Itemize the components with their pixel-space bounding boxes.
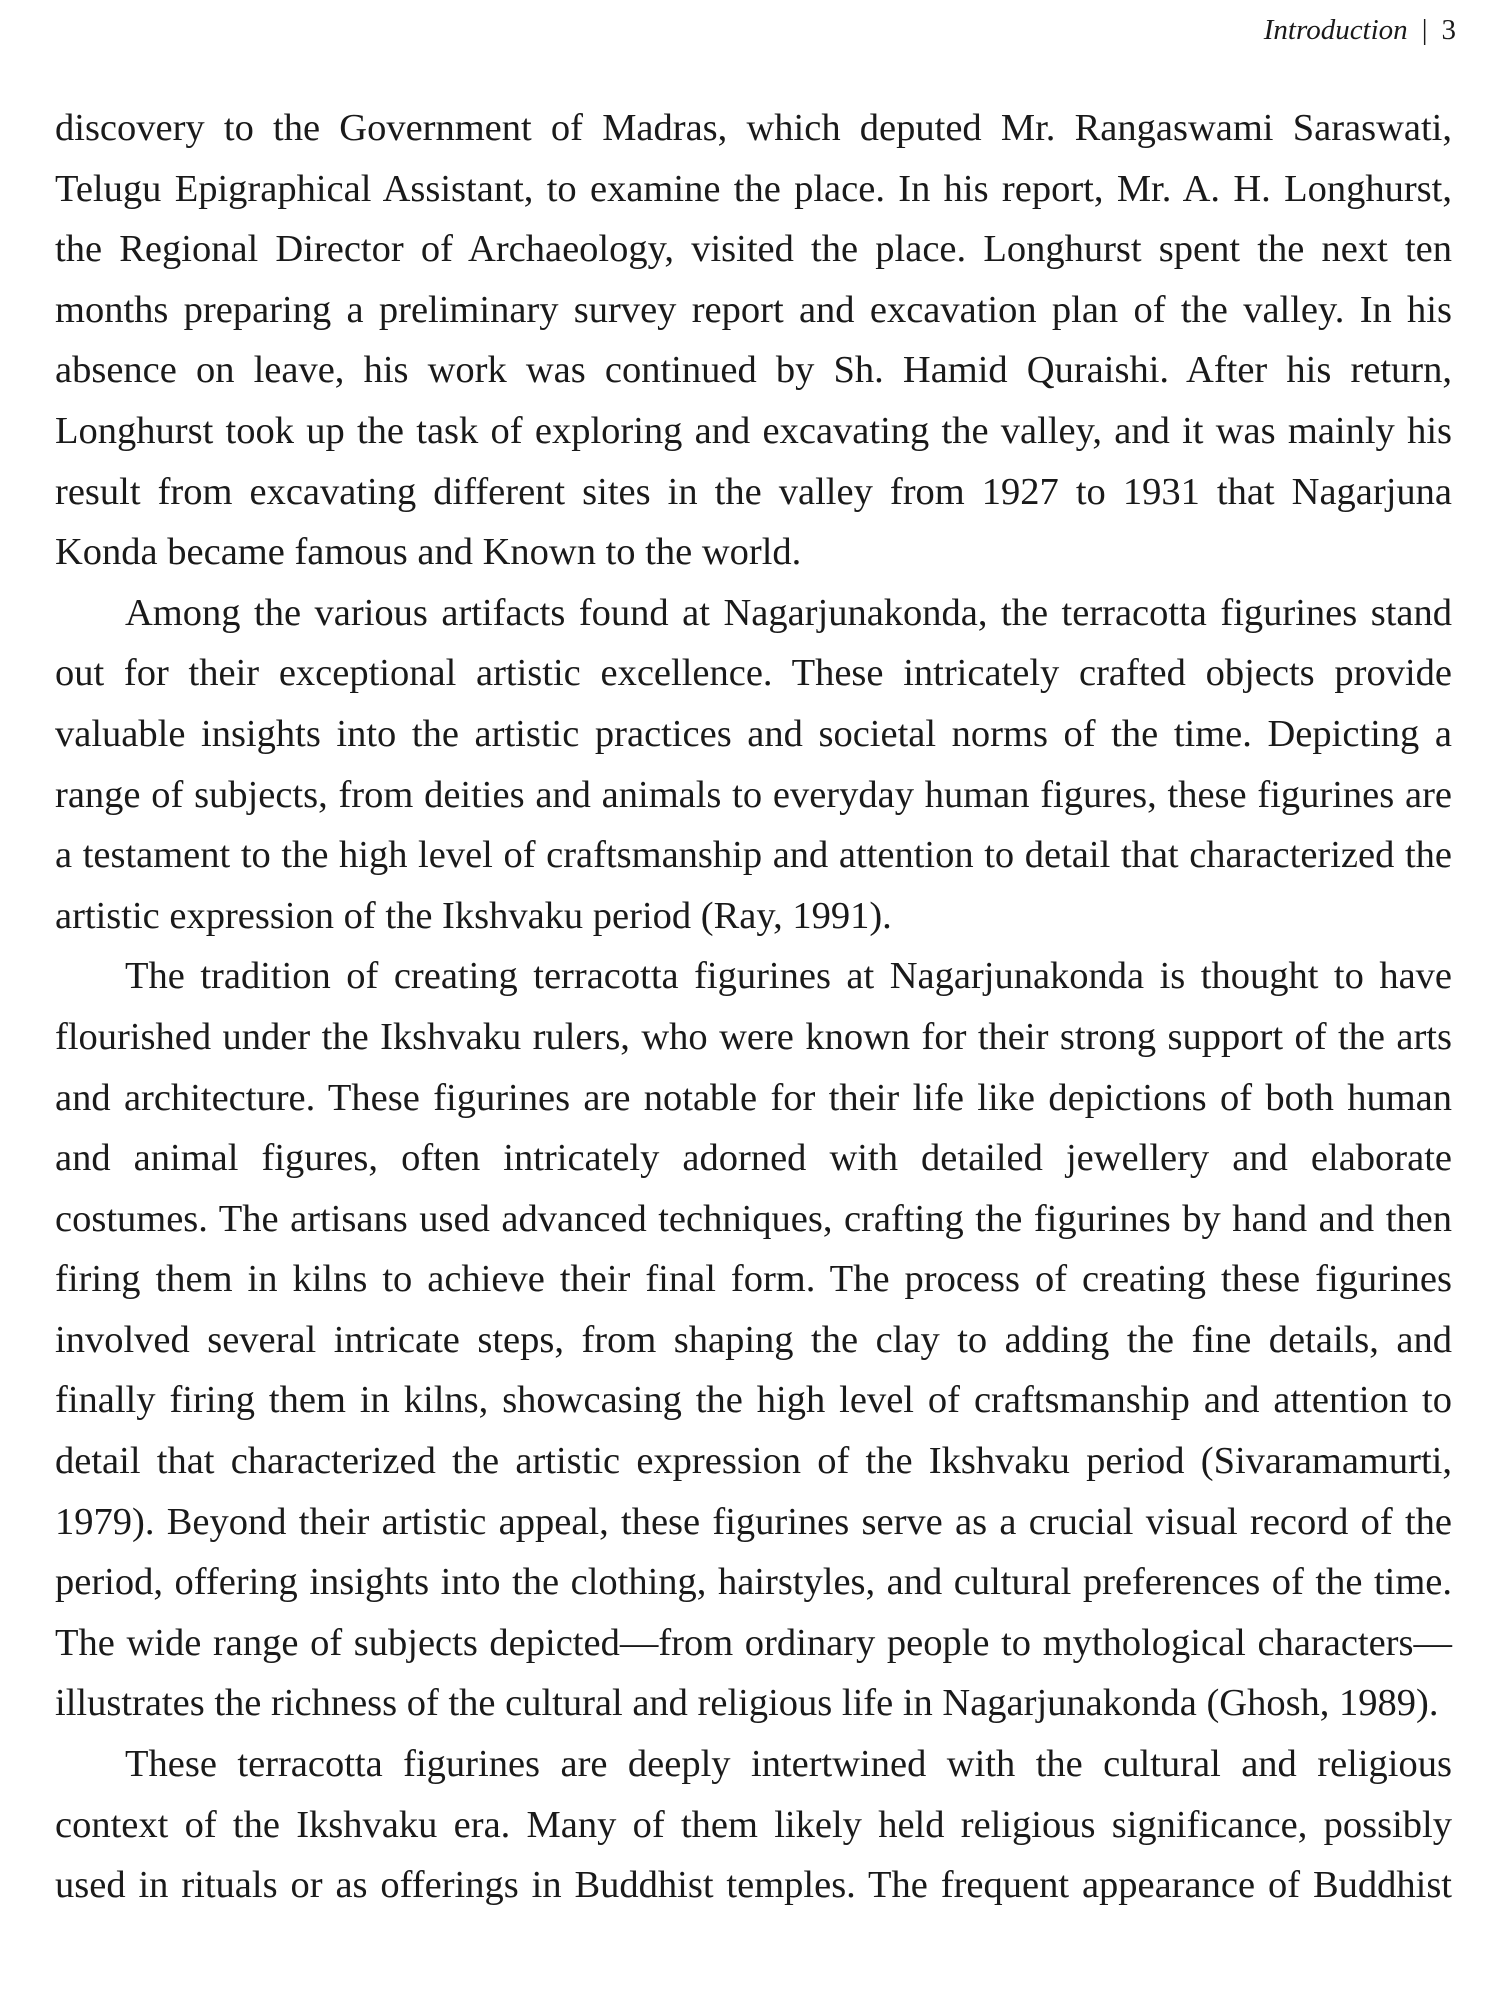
running-header [1264, 10, 1456, 50]
paragraph-continued: discovery to the Government of Madras, which deputed Mr. Rangaswami Saraswati, Telugu Epigraphical Assistant, to examine the place. In his report, Mr. A. H. Longhurst, the Regional Director of Archaeology, visited the place. Longhurst spent the next ten months preparing a preliminary survey report and excavation plan of the valley. In his absence on leave, his work was continued by Sh. Hamid Quraishi. After his return, Longhurst took up the task of exploring and excavating the valley, and it was mainly his result from excavating different sites in the valley from 1927 to 1931 that Nagarjuna Konda became famous and Known to the world. [55, 107, 1452, 574]
body-text [55, 98, 1452, 1916]
paragraph-cultural-context: These terracotta figurines are deeply intertwined with the cultural and religious context of the Ikshvaku era. Many of them likely held religious significance, possibly used in rituals or as offerings in Buddhist temples. The frequent appearance of Buddhist [55, 1743, 1452, 1907]
header-separator: | [1421, 14, 1428, 46]
section-title: Introduction [1263, 14, 1408, 46]
page-number: 3 [1441, 14, 1456, 46]
paragraph-terracotta-tradition: The tradition of creating terracotta figurines at Nagarjunakonda is thought to have flourished under the Ikshvaku rulers, who were known for their strong support of the arts and architecture. These figurines are notable for their life like depictions of both human and animal figures, often intricately adorned with detailed jewellery and elaborate costumes. The artisans used advanced techniques, crafting the figurines by hand and then firing them in kilns to achieve their final form. The process of creating these figurines involved several intricate steps, from shaping the clay to adding the fine details, and finally firing them in kilns, showcasing the high level of craftsmanship and attention to detail that characterized the artistic expression of the Ikshvaku period (Sivaramamurti, 1979). Beyond their artistic appeal, these figurines serve as a crucial visual record of the period, offering insights into the clothing, hairstyles, and cultural preferences of the time. The wide range of subjects depicted—from ordinary people to mythological characters—illustrates the richness of the cultural and religious life in Nagarjunakonda (Ghosh, 1989). [55, 955, 1452, 1725]
paragraph-terracotta-artifacts: Among the various artifacts found at Nagarjunakonda, the terracotta figurines stand out for their exceptional artistic excellence. These intricately crafted objects provide valuable insights into the artistic practices and societal norms of the time. Depicting a range of subjects, from deities and animals to everyday human figures, these figurines are a testament to the high level of craftsmanship and attention to detail that characterized the artistic expression of the Ikshvaku period (Ray, 1991). [55, 591, 1452, 937]
